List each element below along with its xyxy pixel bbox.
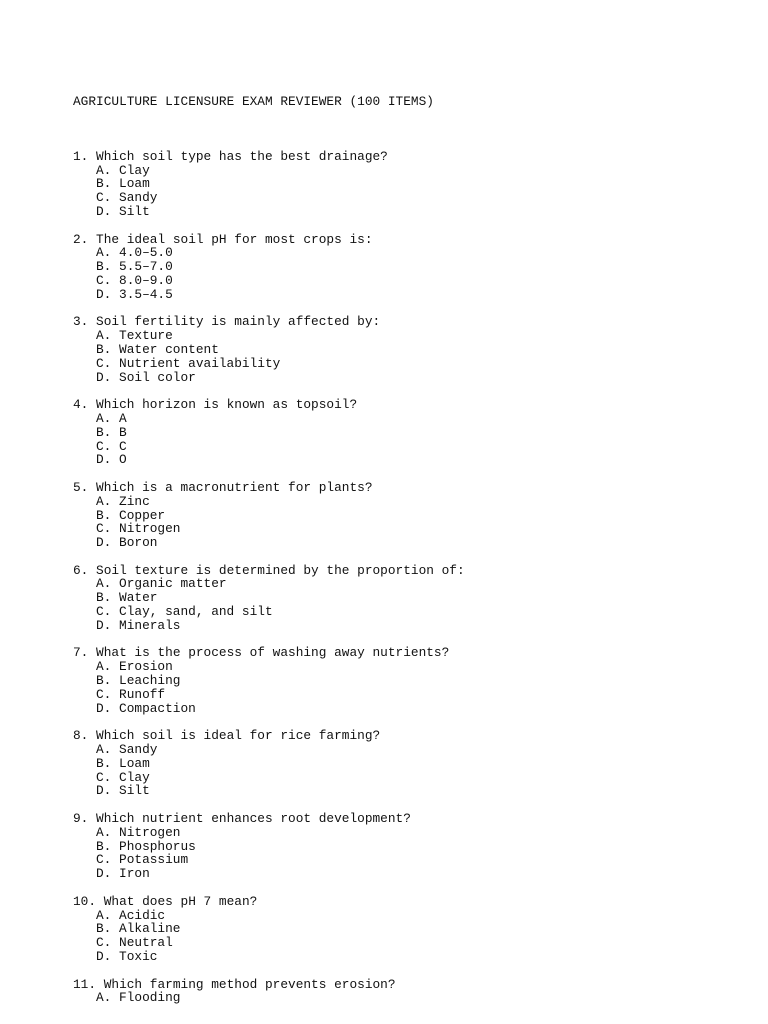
question-text: 6. Soil texture is determined by the proportion of: <box>73 562 465 578</box>
question-item <box>73 646 465 715</box>
answer-option: C. Nutrient availability <box>96 355 281 371</box>
question-text: 1. Which soil type has the best drainage? <box>73 148 388 164</box>
answer-option: A. A <box>96 410 127 426</box>
answer-option: C. Runoff <box>96 686 166 702</box>
answer-option: D. Boron <box>96 535 158 551</box>
answer-option: B. Phosphorus <box>96 838 196 854</box>
question-item <box>73 729 465 798</box>
answer-option: D. Soil color <box>96 369 196 385</box>
answer-option: B. B <box>96 424 127 440</box>
answer-option: C. Clay <box>96 769 150 785</box>
answer-option: A. Texture <box>96 328 173 344</box>
answer-option: B. 5.5–7.0 <box>96 259 173 275</box>
answer-option: A. Clay <box>96 162 150 178</box>
answer-option: C. C <box>96 438 127 454</box>
answer-option: C. Sandy <box>96 190 158 206</box>
question-text: 5. Which is a macronutrient for plants? <box>73 479 373 495</box>
answer-option: A. Erosion <box>96 659 173 675</box>
answer-option: B. Loam <box>96 176 150 192</box>
answer-option: A. 4.0–5.0 <box>96 245 173 261</box>
question-text: 2. The ideal soil pH for most crops is: <box>73 231 373 247</box>
question-item <box>73 564 465 633</box>
answer-option: C. Neutral <box>96 935 173 951</box>
answer-option: B. Copper <box>96 507 166 523</box>
answer-option: B. Alkaline <box>96 921 181 937</box>
question-item <box>73 895 465 964</box>
answer-option: D. Minerals <box>96 617 181 633</box>
document-body <box>73 67 465 1019</box>
answer-option: C. 8.0–9.0 <box>96 272 173 288</box>
answer-option: D. O <box>96 452 127 468</box>
question-text: 4. Which horizon is known as topsoil? <box>73 397 358 413</box>
answer-option: D. Iron <box>96 866 150 882</box>
question-text: 3. Soil fertility is mainly affected by: <box>73 314 381 330</box>
question-text: 9. Which nutrient enhances root development? <box>73 811 411 827</box>
question-text: 11. Which farming method prevents erosion? <box>73 976 396 992</box>
question-text: 10. What does pH 7 mean? <box>73 893 258 909</box>
answer-option: B. Leaching <box>96 673 181 689</box>
question-item <box>73 978 465 1006</box>
answer-option: A. Sandy <box>96 742 158 758</box>
answer-option: A. Zinc <box>96 493 150 509</box>
answer-option: B. Loam <box>96 755 150 771</box>
question-item <box>73 481 465 550</box>
answer-option: A. Acidic <box>96 907 166 923</box>
answer-option: D. Silt <box>96 783 150 799</box>
answer-option: C. Potassium <box>96 852 189 868</box>
question-item <box>73 233 465 302</box>
answer-option: A. Flooding <box>96 990 181 1006</box>
question-item <box>73 150 465 219</box>
question-item <box>73 398 465 467</box>
answer-option: D. Toxic <box>96 949 158 964</box>
question-list <box>73 150 465 1005</box>
answer-option: D. 3.5–4.5 <box>96 286 173 302</box>
answer-option: D. Compaction <box>96 700 196 716</box>
document-title: AGRICULTURE LICENSURE EXAM REVIEWER (100 ITEMS) <box>73 93 434 109</box>
answer-option: A. Nitrogen <box>96 824 181 840</box>
question-text: 8. Which soil is ideal for rice farming? <box>73 728 381 744</box>
answer-option: D. Silt <box>96 203 150 219</box>
answer-option: C. Clay, sand, and silt <box>96 604 273 620</box>
question-item <box>73 315 465 384</box>
answer-option: B. Water <box>96 590 158 606</box>
question-text: 7. What is the process of washing away nutrients? <box>73 645 450 661</box>
answer-option: C. Nitrogen <box>96 521 181 537</box>
question-item <box>73 812 465 881</box>
answer-option: A. Organic matter <box>96 576 227 592</box>
answer-option: B. Water content <box>96 341 219 357</box>
